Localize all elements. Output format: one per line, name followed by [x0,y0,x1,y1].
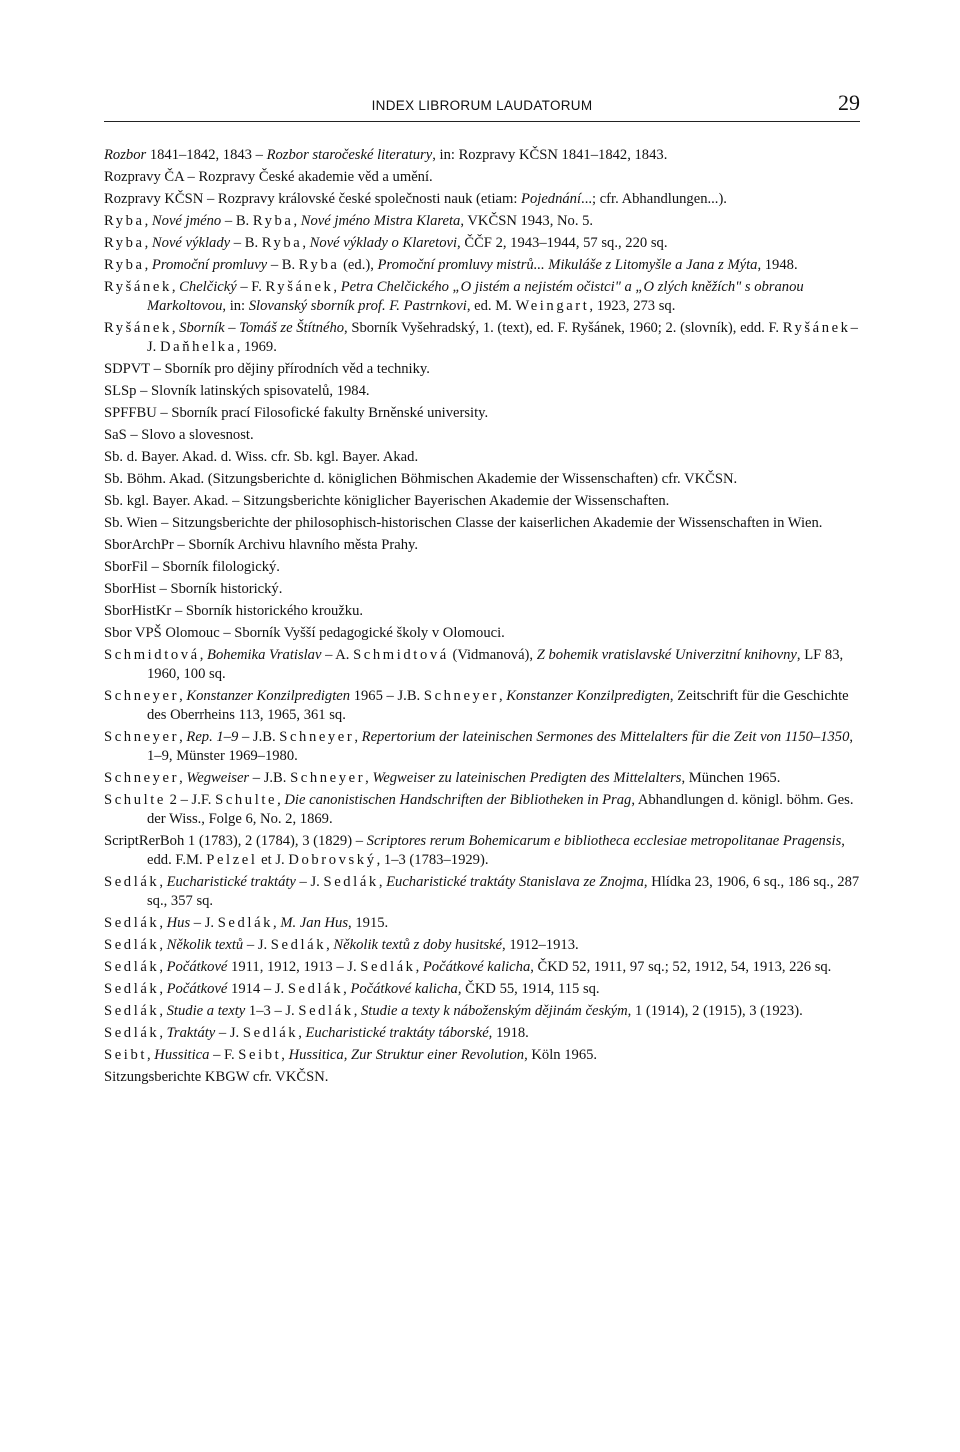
title-text: Počátkové [166,981,228,997]
bibliography-list [104,146,860,1090]
author-name: Pelzel [206,852,258,868]
entry-text: , [378,874,387,890]
entry-text: , [199,647,208,663]
title-text: Rep. 1–9 [186,729,239,745]
entry-text: Sb. kgl. Bayer. Akad. – Sitzungsberichte königlicher Bayerischen Akademie der Wissenschaften. [104,493,670,509]
entry-text: , [298,1025,306,1041]
bibliography-entry [104,580,860,599]
title-text: Repertorium der lateinischen Sermones des Mittelalters für die Zeit von 1150–1350 [361,729,850,745]
author-name: Schneyer [104,770,180,786]
page-header [104,92,860,120]
bibliography-entry [104,382,860,401]
bibliography-entry [104,1046,860,1065]
entry-text: , [144,257,152,273]
entry-text: , Hlídka 23, 1906, 6 sq., 186 sq., 287 sq., 357 sq. [147,874,860,909]
running-title: INDEX LIBRORUM LAUDATORUM [371,98,593,113]
title-text: Z bohemik vratislavské Univerzitní knihovny [536,647,797,663]
author-name: Ryba [298,257,340,273]
entry-text: , 1915. [348,915,389,931]
bibliography-entry [104,470,860,489]
entry-text: – A. [321,647,354,663]
author-name: Sedlák [104,1025,160,1041]
entry-text: , LF 83, 1960, 100 sq. [147,647,844,682]
title-text: Hussitica, Zur Struktur einer Revolution [288,1047,525,1063]
entry-text: et J. [257,852,289,868]
author-name: Sedlák [104,959,160,975]
title-text: M. Jan Hus [280,915,349,931]
author-name: Schneyer [104,688,180,704]
entry-text: ScriptRerBoh 1 (1783), 2 (1784), 3 (1829) – [104,833,367,849]
bibliography-entry [104,360,860,379]
entry-text: ...; cfr. Abhandlungen...). [581,191,727,207]
author-name: Schneyer [104,729,180,745]
entry-text: (ed.), [339,257,378,273]
bibliography-entry [104,728,860,766]
author-name: Dobrovský [288,852,377,868]
bibliography-entry [104,558,860,577]
author-name: Ryba [104,235,145,251]
title-text: Promoční promluvy mistrů... Mikuláše z Litomyšle a Jana z Mýta [377,257,758,273]
bibliography-entry [104,769,860,788]
entry-text: – F. [236,279,266,295]
entry-text: – F. [209,1047,239,1063]
entry-text: –J. [147,320,858,355]
author-name: Ryšánek [104,320,172,336]
bibliography-entry [104,426,860,445]
entry-text: , ČČF 2, 1943–1944, 57 sq., 220 sq. [457,235,668,251]
entry-text: , 1–3 (1783–1929). [376,852,489,868]
title-text: Několik textů [166,937,244,953]
author-name: Seibt [104,1047,147,1063]
entry-text: SborHist – Sborník historický. [104,581,283,597]
entry-text: , [281,1047,289,1063]
author-name: Sedlák [104,981,160,997]
bibliography-entry [104,602,860,621]
bibliography-entry [104,536,860,555]
entry-text: – J. [215,1025,243,1041]
entry-text: Rozpravy ČA – Rozpravy České akademie věd a umění. [104,169,433,185]
title-text: Wegweiser [186,770,250,786]
entry-text: , 1923, 273 sq. [589,298,676,314]
entry-text: Sb. Böhm. Akad. (Sitzungsberichte d. königlichen Böhmischen Akademie der Wissenschaften) cfr. VKČSN. [104,471,738,487]
title-text: Rozbor [104,147,147,163]
entry-text: , [179,688,187,704]
author-name: Ryba [261,235,303,251]
bibliography-entry [104,234,860,253]
author-name: Ryšánek [104,279,172,295]
entry-text: , [302,235,310,251]
author-name: Sedlák [360,959,416,975]
author-name: Sedlák [298,1003,354,1019]
entry-text: , ČKD 52, 1911, 97 sq.; 52, 1912, 54, 1913, 226 sq. [530,959,832,975]
title-text: Slovanský sborník prof. F. Pastrnkovi [248,298,467,314]
entry-text: , 1969. [236,339,277,355]
author-name: Schneyer [423,688,499,704]
entry-text: , 1918. [488,1025,529,1041]
author-name: Weingart [515,298,590,314]
entry-text: , [159,981,167,997]
entry-text: , [277,792,285,808]
title-text: Promoční promluvy [151,257,268,273]
entry-text: , [159,874,167,890]
title-text: Studie a texty k náboženským dějinám českým [360,1003,628,1019]
entry-text: , [159,1003,167,1019]
entry-text: , [147,1047,155,1063]
bibliography-entry [104,958,860,977]
bibliography-entry [104,873,860,911]
entry-text: , [365,770,373,786]
entry-text: Sb. d. Bayer. Akad. d. Wiss. cfr. Sb. kgl. Bayer. Akad. [104,449,419,465]
entry-text: – J. [243,937,271,953]
entry-text: – B. [267,257,299,273]
entry-text: , Sborník Vyšehradský, 1. (text), ed. F. Ryšánek, 1960; 2. (slovník), edd. F. [344,320,783,336]
entry-text: 1911, 1912, 1913 – J. [227,959,361,975]
title-text: Eucharistické traktáty Stanislava ze Znojma [386,874,644,890]
entry-text: , [159,937,167,953]
title-text: Wegweiser zu lateinischen Predigten des Mittelalters [372,770,682,786]
title-text: Sborník – Tomáš ze Štítného [179,320,345,336]
author-name: Sedlák [104,915,160,931]
entry-text: , München 1965. [681,770,781,786]
entry-text: Sb. Wien – Sitzungsberichte der philosophisch-historischen Classe der kaiserlichen Akademie der Wissenschaften in Wien. [104,515,823,531]
bibliography-entry [104,514,860,533]
author-name: Schneyer [279,729,355,745]
title-text: Chelčický [179,279,237,295]
bibliography-entry [104,980,860,999]
entry-text: , [144,213,152,229]
author-name: Sedlák [104,937,160,953]
title-text: Konstanzer Konzilpredigten [506,688,670,704]
author-name: Sedlák [242,1025,299,1041]
entry-text: , edd. F.M. [147,833,845,868]
author-name: Sedlák [104,874,160,890]
bibliography-entry [104,404,860,423]
bibliography-entry [104,190,860,209]
title-text: Počátkové [166,959,228,975]
title-text: Hus [166,915,191,931]
bibliography-entry [104,687,860,725]
author-name: Daňhelka [159,339,237,355]
entry-text: 1914 – J. [227,981,288,997]
entry-text: SborArchPr – Sborník Archivu hlavního města Prahy. [104,537,418,553]
title-text: Nové jméno [151,213,222,229]
entry-text: Sitzungsberichte KBGW cfr. VKČSN. [104,1069,329,1085]
entry-text: 2 – J.F. [165,792,216,808]
entry-text: , 1–9, Münster 1969–1980. [147,729,854,764]
entry-text: , [333,279,341,295]
author-name: Ryba [104,213,145,229]
entry-text: , ČKD 55, 1914, 115 sq. [457,981,600,997]
entry-text: Rozpravy KČSN – Rozpravy královské české společnosti nauk (etiam: [104,191,522,207]
bibliography-entry [104,212,860,231]
entry-text: , [159,1025,167,1041]
entry-text: , [353,1003,361,1019]
entry-text: 1841–1842, 1843 – [146,147,267,163]
author-name: Sedlák [323,874,379,890]
entry-text: , [179,729,187,745]
bibliography-entry [104,1024,860,1043]
author-name: Schulte [215,792,278,808]
entry-text: , 1 (1914), 2 (1915), 3 (1923). [627,1003,803,1019]
bibliography-entry [104,914,860,933]
entry-text: , [293,213,301,229]
entry-text: , [159,915,167,931]
entry-text: , in: Rozpravy KČSN 1841–1842, 1843. [432,147,668,163]
title-text: Petra Chelčického „O jistém a nejistém očistci" a „O zlých kněžích" s obranou Markoltovou [147,279,804,314]
author-name: Sedlák [287,981,344,997]
bibliography-entry [104,1068,860,1087]
bibliography-entry [104,1002,860,1021]
page-number: 29 [838,90,860,115]
bibliography-entry [104,319,860,357]
entry-text: , [415,959,423,975]
bibliography-entry [104,624,860,643]
entry-text: , [343,981,351,997]
title-text: Die canonistischen Handschriften der Bibliotheken in Prag [284,792,632,808]
entry-text: , VKČSN 1943, No. 5. [460,213,594,229]
entry-text: , Abhandlungen d. königl. böhm. Ges. der Wiss., Folge 6, No. 2, 1869. [147,792,854,827]
author-name: Ryšánek [782,320,851,336]
bibliography-entry [104,256,860,275]
title-text: Eucharistické traktáty táborské [305,1025,489,1041]
bibliography-entry [104,278,860,316]
entry-text: – B. [230,235,262,251]
title-text: Scriptores rerum Bohemicarum e bibliotheca ecclesiae metropolitanae Pragensis [366,833,842,849]
entry-text: , 1948. [757,257,798,273]
entry-text: – J. [190,915,218,931]
title-text: Traktáty [166,1025,216,1041]
entry-text: SPFFBU – Sborník prací Filosofické fakulty Brněnské university. [104,405,489,421]
bibliography-entry [104,832,860,870]
entry-text: Sbor VPŠ Olomouc – Sborník Vyšší pedagogické školy v Olomouci. [104,625,505,641]
entry-text: , Köln 1965. [524,1047,598,1063]
entry-text: , [354,729,362,745]
bibliography-entry [104,492,860,511]
entry-text: (Vidmanová), [448,647,537,663]
entry-text: SborHistKr – Sborník historického kroužku. [104,603,364,619]
entry-text: , [159,959,167,975]
entry-text: , [171,320,180,336]
entry-text: – J.B. [238,729,280,745]
bibliography-entry [104,936,860,955]
entry-text: , [179,770,187,786]
entry-text: – J. [295,874,324,890]
title-text: Nové jméno Mistra Klareta [300,213,461,229]
entry-text: , [273,915,281,931]
header-rule [104,121,860,122]
author-name: Ryba [104,257,145,273]
title-text: Eucharistické traktáty [166,874,296,890]
bibliography-entry [104,646,860,684]
entry-text: , [171,279,180,295]
entry-text: SDPVT – Sborník pro dějiny přírodních věd a techniky. [104,361,430,377]
title-text: Nové výklady o Klaretovi [309,235,458,251]
title-text: Studie a texty [166,1003,246,1019]
title-text: Bohemika Vratislav [207,647,322,663]
author-name: Sedlák [104,1003,160,1019]
title-text: Konstanzer Konzilpredigten [186,688,351,704]
entry-text: , [498,688,507,704]
author-name: Schulte [104,792,166,808]
entry-text: , Zeitschrift für die Geschichte des Oberrheins 113, 1965, 361 sq. [147,688,849,723]
entry-text: – J.B. [249,770,291,786]
author-name: Sedlák [217,915,274,931]
entry-text: , 1912–1913. [502,937,579,953]
author-name: Schmidtová [104,647,200,663]
author-name: Ryba [252,213,294,229]
entry-text: SborFil – Sborník filologický. [104,559,280,575]
bibliography-entry [104,448,860,467]
author-name: Schneyer [290,770,366,786]
title-text: Počátkové kalicha [350,981,458,997]
title-text: Rozbor staročeské literatury [266,147,433,163]
entry-text: 1–3 – J. [245,1003,299,1019]
bibliography-entry [104,791,860,829]
entry-text: – B. [221,213,253,229]
entry-text: , in: [222,298,249,314]
title-text: Pojednání [521,191,582,207]
title-text: Počátkové kalicha [422,959,531,975]
entry-text: 1965 – J.B. [350,688,424,704]
author-name: Seibt [238,1047,282,1063]
entry-text: , [144,235,152,251]
author-name: Sedlák [270,937,327,953]
bibliography-entry [104,168,860,187]
entry-text: , [326,937,334,953]
bibliography-entry [104,146,860,165]
title-text: Nové výklady [151,235,231,251]
author-name: Schmidtová [353,647,449,663]
entry-text: SaS – Slovo a slovesnost. [104,427,254,443]
entry-text: SLSp – Slovník latinských spisovatelů, 1984. [104,383,370,399]
title-text: Několik textů z doby husitské [333,937,503,953]
entry-text: , ed. M. [466,298,516,314]
title-text: Hussitica [154,1047,210,1063]
author-name: Ryšánek [265,279,334,295]
